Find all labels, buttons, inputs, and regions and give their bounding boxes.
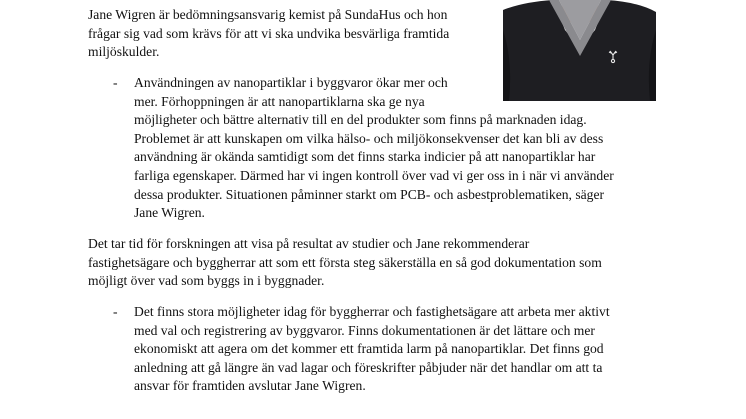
bullet-paragraph-1 — [134, 74, 614, 223]
bullet-marker: - — [113, 75, 118, 90]
middle-paragraph — [88, 235, 602, 291]
bullet-paragraph-2 — [134, 303, 610, 396]
text-line: anledning att gå längre än vad lagar och föreskrifter påbjuder när det handlar om att ta — [134, 359, 603, 375]
text-line: frågar sig vad som krävs för att vi ska undvika besvärliga framtida — [88, 25, 450, 41]
text-line: Problemet är att kunskapen om vilka hälso- och miljökonsekvenser det kan bli av dess — [134, 130, 604, 146]
text-line: möjligt över vad som byggs in i byggnader. — [88, 273, 325, 289]
bullet-marker: - — [113, 304, 118, 319]
text-line: användning är okända samtidigt som det finns starka indicier på att nanopartiklar har — [134, 149, 596, 165]
text-line: ansvar för framtiden avslutar Jane Wigren. — [134, 378, 366, 394]
text-line: fastighetsägare och byggherrar att som ett första steg säkerställa en så god dokumentation som — [88, 254, 602, 270]
text-line: Det finns stora möjligheter idag för byggherrar och fastighetsägare att arbeta mer aktivt — [134, 304, 610, 319]
text-line: mer. Förhoppningen är att nanopartiklarna ska ge nya — [134, 93, 425, 109]
text-line: Användningen av nanopartiklar i byggvaror ökar mer och — [134, 75, 448, 90]
text-line: Jane Wigren. — [134, 205, 205, 221]
text-line: miljöskulder. — [88, 44, 160, 60]
text-line: med val och registrering av byggvaror. Finns dokumentationen är det lättare och mer — [134, 322, 595, 338]
text-line: Jane Wigren är bedömningsansvarig kemist på SundaHus och hon — [88, 7, 448, 22]
text-line: farliga egenskaper. Därmed har vi ingen kontroll över vad vi ger oss in i när vi använder — [134, 167, 614, 183]
text-line: Det tar tid för forskningen att visa på resultat av studier och Jane rekommenderar — [88, 236, 530, 251]
text-line: ekonomiskt att agera om det kommer ett framtida larm på nanopartiklar. Det finns god — [134, 341, 604, 357]
text-line: dessa produkter. Situationen påminner starkt om PCB- och asbestproblematiken, säger — [134, 186, 605, 202]
intro-paragraph — [88, 6, 449, 62]
text-line: möjligheter och bättre alternativ till en del produkter som finns på marknaden idag. — [134, 112, 587, 128]
